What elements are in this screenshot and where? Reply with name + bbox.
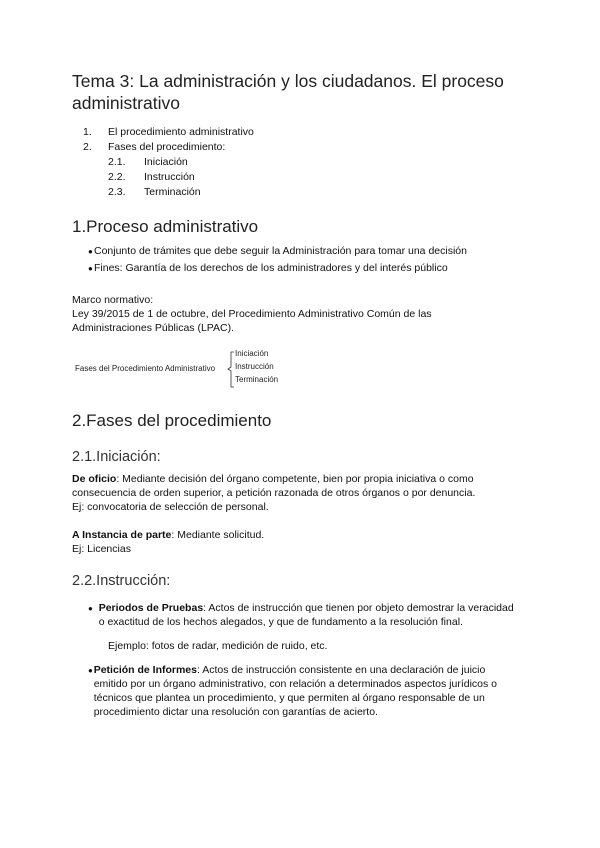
definition-text: : Mediante decisión del órgano competente, bien por propia iniciativa o como consecuencia de orden superior, a petición razonada de otros órganos o por denuncia. (72, 473, 476, 499)
toc-number: 2.2. (108, 170, 126, 183)
example-text: Ejemplo: fotos de radar, medición de ruido, etc. (108, 640, 328, 652)
example-text: Ej: Licencias (72, 543, 131, 555)
bullet-icon: ● (88, 264, 93, 273)
diagram-branch: Instrucción (235, 362, 274, 371)
marco-text: Ley 39/2015 de 1 de octubre, del Procedimiento Administrativo Común de las Administraciones Públicas (LPAC). (72, 308, 432, 334)
bullet-icon: ● (88, 604, 93, 613)
toc-number: 1. (83, 125, 92, 138)
diagram-branch: Terminación (235, 375, 279, 384)
term-de-oficio: De oficio (72, 473, 117, 485)
diagram-branch: Iniciación (235, 349, 269, 358)
toc-item (72, 139, 532, 154)
toc-subitem (72, 154, 532, 169)
marco-label: Marco normativo: (72, 294, 154, 306)
section1-bullets (72, 244, 532, 276)
diagram-root: Fases del Procedimiento Administrativo (75, 364, 216, 373)
toc-subitem (72, 184, 532, 199)
bullet-icon: ● (88, 247, 93, 256)
subsection-heading-iniciacion: 2.1.Iniciación: (72, 449, 161, 465)
toc-number: 2. (83, 140, 92, 153)
section2-heading: 2.Fases del procedimiento (72, 411, 272, 430)
section1-heading: 1.Proceso administrativo (72, 217, 259, 236)
bullet-text: Conjunto de trámites que debe seguir la Administración para tomar una decisión (94, 245, 467, 257)
toc-subitem (72, 169, 532, 184)
paragraph-de-oficio (72, 472, 517, 500)
document-title: Tema 3: La administración y los ciudadanos. El proceso administrativo (72, 71, 504, 113)
toc-label: El procedimiento administrativo (108, 125, 254, 138)
term-instancia-de-parte: A Instancia de parte (72, 529, 172, 541)
term-peticion-informes: Petición de Informes (93, 664, 197, 676)
term-periodos-pruebas: Periodos de Pruebas (98, 602, 204, 614)
list-item (72, 601, 517, 629)
document-page (72, 70, 532, 719)
toc-label: Terminación (144, 185, 201, 198)
toc-item (72, 124, 532, 139)
toc-label: Instrucción (144, 170, 195, 183)
definition-text: : Actos de instrucción que tienen por objeto demostrar la veracidad o exactitud de los hechos alegados, y que de fundamento a la resolución final. (98, 602, 514, 628)
list-item (72, 261, 532, 276)
paragraph-instancia (72, 528, 532, 542)
toc-number: 2.3. (108, 185, 126, 198)
definition-text: : Actos de instrucción consistente en una declaración de juicio emitido por un órgano administrativo, con relación a determinados aspectos jurídicos o técnicos que plantea un procedimiento, y que permiten al órgano responsable de un procedimiento dictar una resolución con garantías de acierto. (93, 664, 498, 718)
list-item (72, 244, 532, 259)
phases-diagram (72, 349, 532, 391)
toc-number: 2.1. (108, 155, 126, 168)
bullet-text: Fines: Garantía de los derechos de los administradores y del interés público (94, 262, 448, 274)
list-item (72, 663, 517, 719)
example-text: Ej: convocatoria de selección de personal. (72, 501, 269, 513)
toc-label: Iniciación (144, 155, 188, 168)
bullet-icon: ● (88, 666, 93, 675)
table-of-contents (72, 124, 532, 199)
definition-text: : Mediante solicitud. (171, 529, 265, 541)
toc-label: Fases del procedimiento: (108, 140, 226, 153)
subsection-heading-instruccion: 2.2.Instrucción: (72, 573, 171, 589)
